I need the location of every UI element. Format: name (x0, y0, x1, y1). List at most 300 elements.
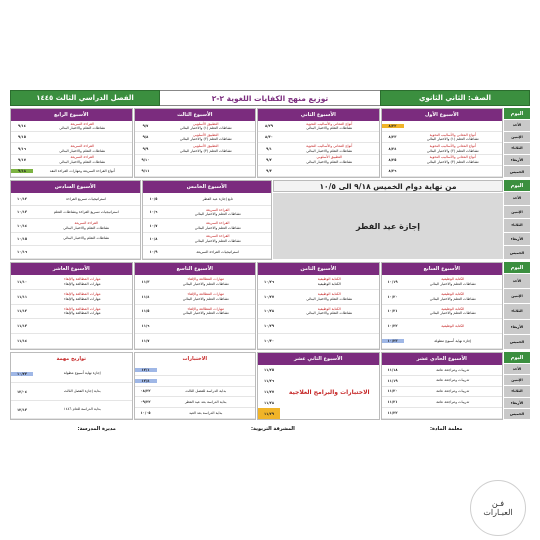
day-header: اليوم (504, 108, 530, 120)
lesson-cell (157, 122, 256, 131)
date-cell: ١٠/١٦ (16, 249, 28, 254)
lesson-topic: التطبيق الأسلوبي (192, 144, 219, 149)
date-cell: ١٢/٠٤ (16, 389, 28, 394)
week-block (381, 352, 504, 420)
lesson-topic: القراءة السريعة (70, 144, 95, 149)
lesson-cell (404, 324, 503, 328)
day-name: الأحد (504, 192, 530, 206)
week-12-dates (258, 365, 280, 419)
week-block (10, 352, 133, 420)
week-block (142, 180, 273, 260)
day-row (258, 305, 379, 320)
lesson-cell (33, 197, 140, 201)
event-label: بداية الدراسة للفصل الثالث (185, 389, 227, 394)
day-row (382, 121, 503, 132)
day-row (382, 275, 503, 290)
week-title: الأسبوع الرابع (11, 109, 132, 121)
day-row (11, 121, 132, 132)
date-cell: ٩/٧ (142, 124, 149, 129)
date-cell: ٩/٨ (142, 135, 149, 140)
day-row (382, 376, 503, 387)
day-row (135, 334, 256, 349)
date-cell: ٩/٩ (142, 146, 149, 151)
day-name: الأحد (504, 364, 530, 375)
lesson-activity: نشاطات التعلم والاختبار البنائي (182, 311, 229, 316)
day-row (135, 166, 256, 177)
date-cell: ١١/٢٧ (263, 389, 275, 394)
week-block (134, 262, 257, 350)
date-cell: ١١/٢٦ (263, 379, 275, 384)
week-title: الأسبوع السابع (382, 263, 503, 275)
date-cell: ٩/٣ (266, 168, 272, 173)
date-cell: ١١/٢٨ (263, 400, 275, 405)
event-cell (33, 371, 132, 375)
lesson-topic: الكتابة الوظيفية (441, 324, 465, 329)
lesson-topic: الكتابة الوظيفية (317, 307, 341, 311)
lesson-topic: القراءة السريعة (205, 207, 230, 212)
lesson-cell (33, 236, 140, 240)
day-header: اليوم (504, 180, 530, 192)
lesson-cell (404, 378, 503, 382)
day-row (11, 143, 132, 154)
date-cell: ١١/١٩ (387, 378, 398, 383)
date-cell: ٨/٢٣ (388, 135, 397, 140)
week-title: الأسبوع الثاني (258, 109, 379, 121)
day-row (11, 206, 140, 219)
lesson-activity: نشاطات التعلم والاختبار البنائي (429, 311, 476, 316)
day-row (11, 275, 132, 290)
day-row (11, 155, 132, 166)
day-name: الأحد (504, 274, 530, 289)
date-cell: ١١/١٠ (16, 279, 28, 284)
day-row (382, 397, 503, 408)
lesson-activity: نشاطات التعلم والاختبار البنائي (306, 296, 353, 301)
day-row (11, 166, 132, 177)
lesson-activity: نشاطات التعلم (٣) والاختبار البنائي (179, 148, 232, 153)
brand-logo (470, 480, 526, 536)
lesson-topic: القراءة السريعة (74, 221, 99, 226)
day-row (382, 143, 503, 154)
date-cell: ١١/٢٠ (387, 389, 398, 394)
date-cell: ١١/٢٩ (258, 408, 280, 419)
day-row (11, 319, 132, 334)
lesson-activity: الكتابة الوظيفية (317, 281, 341, 286)
day-row (135, 387, 256, 398)
day-row (135, 275, 256, 290)
lesson-cell (33, 292, 132, 301)
date-cell: ١٠/٢٨ (263, 309, 275, 314)
day-header: اليوم (504, 262, 530, 274)
lesson-cell (404, 144, 503, 153)
date-cell: ١١/٢١ (387, 400, 398, 405)
lesson-activity: نشاطات التعلم والاختبار البنائي (59, 159, 106, 164)
lesson-activity: نشاطات التعلم والاختبار البنائي (182, 296, 229, 301)
date-cell: ٩/١٧ (18, 157, 26, 162)
date-cell: ١٠/١٤ (16, 223, 28, 228)
lesson-topic: أنواع المعاني والأساليب النحوية (429, 132, 476, 137)
page-title: توزيع منهج الكفايات اللغوية ٢-٢ (160, 90, 380, 106)
lesson-topic: مهارات المطالعة والإلقاء (63, 307, 101, 311)
lesson-cell (33, 169, 132, 173)
date-cell: ٩/١٠ (141, 157, 150, 162)
day-name: الثلاثاء (504, 219, 530, 233)
date-cell: ١٢/١ (135, 368, 157, 372)
day-column (504, 108, 530, 178)
day-row (382, 408, 503, 419)
day-row (135, 365, 256, 376)
date-cell: ١١/٤ (141, 294, 150, 299)
lesson-activity: نشاطات التعلم (٢) والاختبار البنائي (426, 148, 479, 153)
date-cell: ١١/١٣ (16, 324, 28, 329)
week-12-body (258, 365, 379, 419)
day-name: الإثنين (504, 206, 530, 220)
lesson-cell (165, 250, 272, 254)
day-row (143, 219, 272, 232)
lesson-activity: تدريبات ومراجعة عامة (436, 400, 470, 405)
day-row (382, 319, 503, 334)
weeks-row (10, 108, 503, 178)
lesson-activity: نشاطات التعلم والاختبار البنائي (194, 238, 241, 243)
date-cell: ١١/٣ (141, 279, 150, 284)
date-cell: ٨/٢٤ (388, 146, 397, 151)
exams-title: الاختبارات (135, 353, 256, 365)
day-row (135, 376, 256, 387)
date-cell: ١٠/٢٣ (11, 372, 33, 376)
date-cell: ٩/١٤ (18, 124, 26, 129)
day-name: الإثنين (504, 132, 530, 144)
lesson-cell (280, 307, 379, 316)
week-block (381, 262, 504, 350)
lesson-cell (280, 144, 379, 153)
event-cell (157, 400, 256, 404)
lesson-topic: مهارات المطالعة والإلقاء (63, 277, 101, 282)
lesson-cell (33, 307, 132, 316)
lesson-cell (280, 122, 379, 131)
lesson-activity: نشاطات التعلم والاختبار البنائي (59, 148, 106, 153)
day-name: الأحد (504, 120, 530, 132)
lesson-activity: نشاطات التعلم والاختبار البنائي (306, 148, 353, 153)
day-row (135, 319, 256, 334)
date-cell: ١١/٦ (141, 324, 150, 329)
lesson-topic: مهارات المطالعة والإلقاء (187, 277, 225, 282)
date-cell: ٩/١٨ (11, 169, 33, 173)
date-cell: ١٠/٢٢ (387, 324, 398, 329)
day-row (382, 166, 503, 177)
date-cell: ٨/٢٦ (388, 168, 397, 173)
holiday-block: إجازة عيد الفطر (273, 193, 503, 259)
lesson-activity: مهارات المطالعة والإلقاء (63, 296, 101, 301)
day-name: الخميس (504, 166, 530, 178)
lesson-activity: نشاطات التعلم والاختبار البنائي (429, 296, 476, 301)
event-label: بداية الدراسة للعام ١٤٤٦ (63, 407, 101, 412)
date-cell: ١٠/١٥ (16, 236, 28, 241)
date-cell: ٨/٢٢ (382, 124, 404, 128)
lesson-activity: مهارات المطالعة والإلقاء (63, 281, 101, 286)
lesson-topic: الكتابة الوظيفية (441, 307, 465, 311)
lesson-topic: الكتابة الوظيفية (317, 292, 341, 297)
date-cell: ١١/٧ (141, 339, 150, 344)
lesson-activity: نشاطات التعلم والاختبار البنائي (194, 212, 241, 217)
date-cell: ٩/١١ (141, 168, 150, 173)
day-name: الخميس (504, 335, 530, 350)
day-row (258, 121, 379, 132)
lesson-topic: القراءة السريعة (70, 121, 95, 126)
date-cell: ١٠/٧ (149, 223, 158, 228)
lesson-topic: الكتابة الوظيفية (441, 292, 465, 297)
day-row (143, 193, 272, 206)
week-title: الأسبوع الخامس (143, 181, 272, 193)
lesson-topic: مهارات المطالعة والإلقاء (187, 307, 225, 311)
lesson-topic: مهارات المطالعة والإلقاء (63, 292, 101, 297)
day-column (504, 352, 530, 420)
date-cell: ١٠/١٢ (16, 197, 28, 202)
date-cell: ٩/١٦ (18, 146, 26, 151)
lesson-activity: تابع إجازة عيد الفطر (202, 196, 233, 201)
week-title: الأسبوع الأول (382, 109, 503, 121)
day-row (11, 246, 140, 259)
event-label: إجازة نهاية أسبوع مطولة (63, 371, 101, 376)
day-row (11, 334, 132, 349)
day-header: اليوم (504, 352, 530, 364)
day-row (382, 155, 503, 166)
day-row (382, 387, 503, 398)
lesson-activity: نشاطات التعلم (٣) والاختبار البنائي (426, 159, 479, 164)
day-row (382, 334, 503, 349)
date-cell: ١٠/٢١ (387, 309, 398, 314)
day-row (258, 290, 379, 305)
date-cell: ٠٨/٢٢ (140, 389, 151, 394)
date-cell: ١١/٥ (141, 309, 150, 314)
lesson-cell (157, 292, 256, 301)
lesson-topic: التطبيق الأسلوبي (192, 132, 219, 137)
lesson-cell (157, 144, 256, 153)
date-cell: ٨/٢٩ (265, 124, 273, 129)
important-title: تواريخ مهمة (11, 353, 132, 365)
week-block (10, 108, 133, 178)
lesson-cell (165, 208, 272, 217)
date-cell: ١٠/٢٩ (263, 324, 275, 329)
lesson-topic: أنواع المعاني والأساليب النحوية (306, 121, 353, 126)
logo-line-1: فـن (491, 499, 505, 508)
lesson-topic: أنواع المعاني والأساليب النحوية (429, 144, 476, 149)
exams-remedial: الاختبارات والبرامج العلاجية (288, 388, 370, 396)
lesson-cell (280, 155, 379, 164)
lesson-topic: أنواع المعاني والأساليب النحوية (306, 144, 353, 149)
lesson-activity: نشاطات التعلم (١) والاختبار البنائي (179, 126, 232, 131)
day-row (382, 365, 503, 376)
date-cell: ١١/١٤ (16, 339, 28, 344)
lesson-topic: أنواع المعاني والأساليب النحوية (429, 155, 476, 160)
lesson-activity: نشاطات التعلم والاختبار البنائي (63, 236, 110, 241)
lesson-topic: التطبيق الأسلوبي (192, 121, 219, 126)
lesson-activity: استراتيجيات القراءة السريعة (196, 249, 240, 254)
day-row (135, 143, 256, 154)
date-cell: ٠٩/٢٢ (140, 400, 151, 405)
day-column (504, 262, 530, 350)
lesson-activity: نشاطات التعلم والاختبار البنائي (429, 281, 476, 286)
day-name: الإثنين (504, 289, 530, 304)
holiday-notice: من نهاية دوام الخميس ٩/١٨ الى ١٠/٥ (273, 180, 503, 192)
weeks-5-6 (10, 180, 272, 260)
lesson-activity: نشاطات التعلم والاختبار البنائي (194, 225, 241, 230)
supervisor-signature: المشرفة التربوية: (251, 426, 295, 432)
class-label: الصف: الثاني الثانوي (380, 90, 530, 106)
week-title: الأسبوع الحادي عشر (382, 353, 503, 365)
curriculum-sheet (10, 90, 530, 436)
lesson-activity: استراتيجيات تسريع القراءة ونشاطات التعلم (53, 210, 119, 215)
week-title: الأسبوع الثامن (258, 263, 379, 275)
lesson-topic: التطبيق الأسلوبي (316, 155, 343, 160)
week-title: الأسبوع الثاني عشر (258, 353, 379, 365)
date-cell: ١٠/٣٠ (263, 339, 275, 344)
date-cell: ١٠/٢٠ (387, 294, 398, 299)
band-weeks-11-12 (10, 352, 530, 420)
date-cell: ١٠/٢٣ (382, 339, 404, 343)
logo-line-2: العبـارات (483, 508, 513, 517)
lesson-cell (404, 155, 503, 164)
lesson-activity: استراتيجيات تسريع القراءة (66, 196, 107, 201)
lesson-cell (33, 144, 132, 153)
day-row (135, 408, 256, 419)
date-cell: ٨/٢٥ (388, 157, 397, 162)
lesson-activity: تدريبات ومراجعة عامة (436, 389, 470, 394)
day-row (11, 219, 140, 232)
week-title: الأسبوع العاشر (11, 263, 132, 275)
lesson-cell (280, 277, 379, 286)
lesson-activity: نشاطات التعلم (١) والاختبار البنائي (426, 137, 479, 142)
day-name: الأربعاء (504, 155, 530, 167)
day-name: الإثنين (504, 375, 530, 386)
band-weeks-1-4 (10, 108, 530, 178)
band-weeks-5-6 (10, 180, 530, 260)
date-cell: ١١/٢٥ (263, 368, 275, 373)
date-cell: ١٠/٢٧ (263, 294, 275, 299)
band-weeks-7-10 (10, 262, 530, 350)
date-cell: ٩/١ (266, 146, 272, 151)
lesson-cell (404, 307, 503, 316)
lesson-cell (404, 368, 503, 372)
week-block (134, 352, 257, 420)
day-row (258, 275, 379, 290)
lesson-cell (165, 197, 272, 201)
day-name: الأربعاء (504, 233, 530, 247)
day-name: الأربعاء (504, 320, 530, 335)
date-cell: ١١/١١ (16, 294, 28, 299)
day-row (11, 233, 140, 246)
day-row (382, 290, 503, 305)
lesson-activity: نشاطات التعلم والاختبار البنائي (306, 159, 353, 164)
week-block (381, 108, 504, 178)
day-row (258, 155, 379, 166)
day-row (143, 246, 272, 259)
lesson-cell (33, 221, 140, 230)
lesson-topic: القراءة السريعة (205, 221, 230, 226)
event-cell (33, 407, 132, 411)
lesson-activity: أنواع القراءة السريعة ومهارات القراءة النقد (49, 168, 115, 173)
lesson-cell (404, 339, 503, 343)
lesson-activity: تدريبات ومراجعة عامة (436, 378, 470, 383)
week-block (257, 262, 380, 350)
lesson-cell (280, 292, 379, 301)
day-row (258, 143, 379, 154)
lesson-topic: الكتابة الوظيفية (441, 277, 465, 282)
lesson-activity: نشاطات التعلم والاختبار البنائي (306, 126, 353, 131)
lesson-cell (33, 155, 132, 164)
day-row (258, 319, 379, 334)
lesson-cell (157, 133, 256, 142)
lesson-activity: تدريبات ومراجعة عامة (436, 367, 470, 372)
date-cell: ٩/٢ (266, 157, 272, 162)
day-name: الأربعاء (504, 398, 530, 409)
week-block (134, 108, 257, 178)
day-row (11, 132, 132, 143)
day-row (11, 193, 140, 206)
principal-signature: مديرة المدرسة: (77, 426, 116, 432)
lesson-activity: نشاطات التعلم والاختبار البنائي (59, 126, 106, 131)
lesson-cell (165, 234, 272, 243)
title-bar (10, 90, 530, 106)
lesson-topic: القراءة السريعة (70, 155, 95, 160)
event-label: بداية إجازة الفصل الثالث (63, 389, 101, 394)
day-row (258, 166, 379, 177)
day-row (258, 132, 379, 143)
date-cell: ١٢/١٣ (16, 407, 28, 412)
day-row (135, 290, 256, 305)
week-block (257, 352, 380, 420)
day-row (135, 155, 256, 166)
date-cell: ١٠/٠٥ (140, 411, 151, 416)
date-cell: ١٠/١٣ (16, 210, 28, 215)
day-row (11, 401, 132, 419)
date-cell: ١١/٢٢ (387, 411, 398, 416)
day-name: الخميس (504, 409, 530, 420)
lesson-topic: القراءة السريعة (205, 234, 230, 239)
date-cell: ١٢/٤ (135, 379, 157, 383)
date-cell: ٩/١٥ (18, 135, 26, 140)
day-row (258, 334, 379, 349)
day-row (11, 383, 132, 401)
lesson-activity: نشاطات التعلم والاختبار البنائي (306, 311, 353, 316)
day-name: الثلاثاء (504, 304, 530, 319)
lesson-cell (404, 389, 503, 393)
lesson-cell (404, 400, 503, 404)
date-cell: ١٠/٦ (149, 210, 158, 215)
signatures (10, 422, 530, 436)
lesson-activity: نشاطات التعلم والاختبار البنائي (182, 281, 229, 286)
event-cell (33, 389, 132, 393)
date-cell: ٨/٣٠ (265, 135, 273, 140)
day-row (11, 290, 132, 305)
lesson-cell (165, 221, 272, 230)
lesson-activity: نشاطات التعلم (٢) والاختبار البنائي (179, 137, 232, 142)
day-row (135, 397, 256, 408)
lesson-topic: الكتابة الوظيفية (317, 277, 341, 282)
week-title: الأسبوع السادس (11, 181, 140, 193)
day-row (11, 305, 132, 320)
day-name: الخميس (504, 246, 530, 260)
week-block (10, 180, 141, 260)
lesson-cell (404, 133, 503, 142)
event-cell (157, 411, 256, 415)
lesson-cell (404, 277, 503, 286)
event-label: بداية الدراسة بعد عيد الفطر (184, 400, 227, 405)
week-title: الأسبوع الثالث (135, 109, 256, 121)
day-column (504, 180, 530, 260)
lesson-activity: نشاطات التعلم والاختبار البنائي (63, 225, 110, 230)
day-name: الثلاثاء (504, 143, 530, 155)
day-row (135, 132, 256, 143)
lesson-cell (157, 307, 256, 316)
